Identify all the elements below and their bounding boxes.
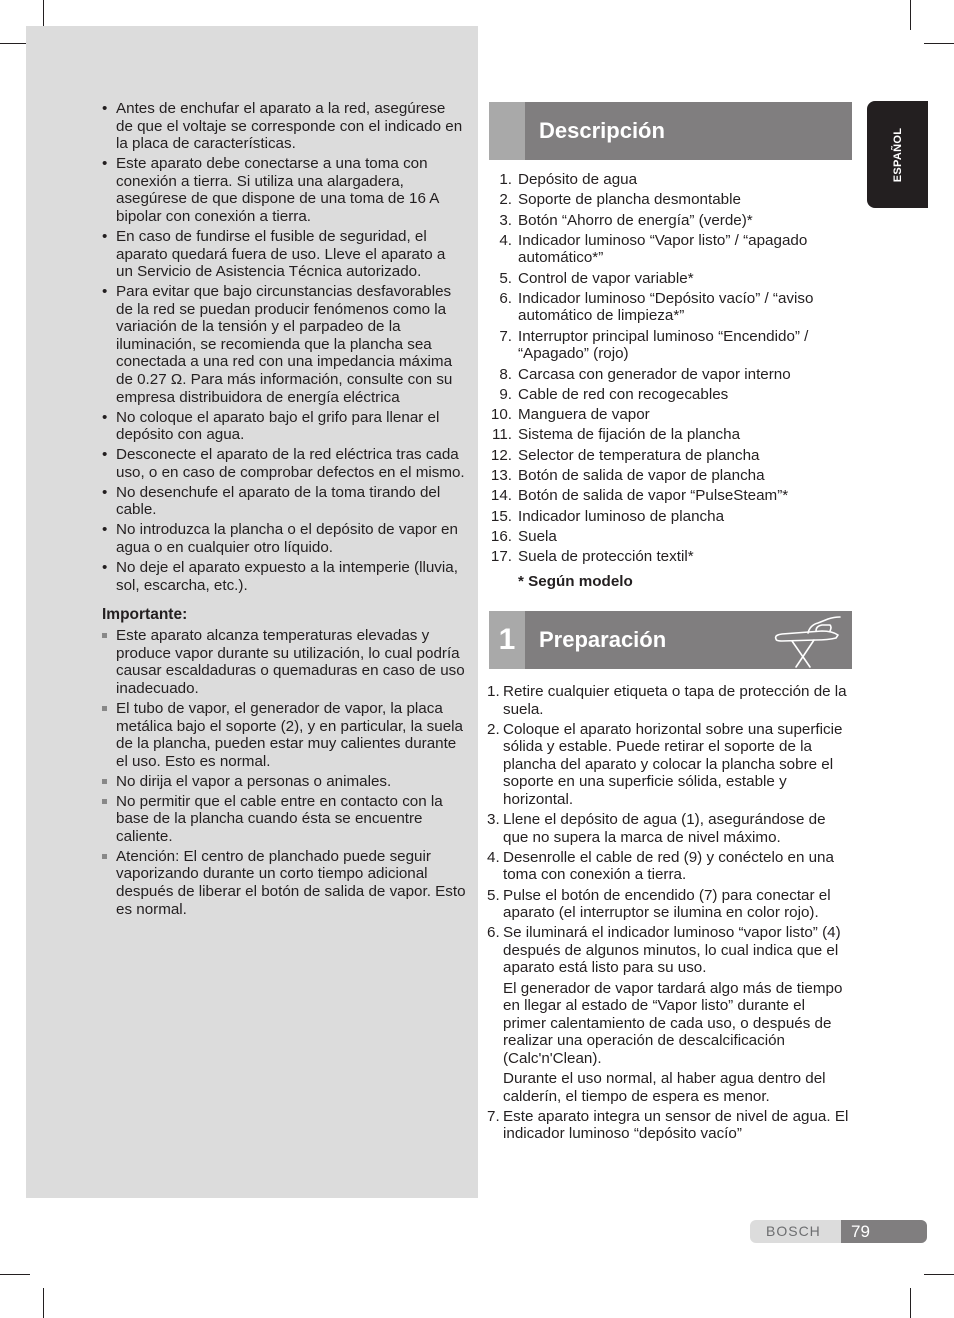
language-label: ESPAÑOL xyxy=(891,127,904,182)
list-item: 1. Depósito de agua xyxy=(499,171,638,188)
safety-item: • Antes de enchufar el aparato a la red, asegúrese de que el voltaje se corresponde con el indicado en la placa de características. xyxy=(100,100,466,153)
brand-label: BOSCH xyxy=(766,1223,821,1239)
important-heading: Importante: xyxy=(102,606,188,624)
list-item: 1. Retire cualquier etiqueta o tapa de protección de la suela. xyxy=(487,683,847,718)
preparation-header xyxy=(489,611,852,669)
ironing-board-icon xyxy=(770,613,846,674)
crop-mark xyxy=(924,1274,954,1275)
list-item: 14. Botón de salida de vapor “PulseSteam”* xyxy=(490,487,789,505)
important-item: Atención: El centro de planchado puede seguir vaporizando durante un corto tiempo adicional después de liberar el botón de salida de vapor. Esto es normal. xyxy=(100,848,466,918)
safety-content xyxy=(100,100,466,921)
important-list xyxy=(100,627,466,918)
safety-list xyxy=(100,100,466,594)
footnote: * Según modelo xyxy=(518,573,633,590)
section-number: 1 xyxy=(489,611,525,669)
list-item: 6. Se iluminará el indicador luminoso “vapor listo” (4) después de algunos minutos, lo cual indica que el aparato está listo para su uso. El generador de vapor tardará algo más de tiempo en llegar al estado de “Vapor listo” durante el primer calentamiento de cada uso, o después de realizar una operación de descalcificación (Calc'n'Clean). Durante el uso normal, al haber agua dentro del calderín, el tiempo de espera es menor. xyxy=(487,924,843,1105)
important-item: El tubo de vapor, el generador de vapor, la placa metálica bajo el soporte (2), y en particular, la suela de la plancha, pueden estar muy calientes durante el uso. Esto es normal. xyxy=(100,700,466,770)
list-item: 7. Interruptor principal luminoso “Encendido” / “Apagado” (rojo) xyxy=(499,327,809,363)
preparation-title: Preparación xyxy=(539,627,667,652)
list-item: 5. Control de vapor variable* xyxy=(499,269,694,287)
list-item: 4. Indicador luminoso “Vapor listo” / “apagado automático*” xyxy=(499,231,808,267)
list-item: 2. Soporte de plancha desmontable xyxy=(499,191,741,209)
important-item: No permitir que el cable entre en contacto con la base de la plancha cuando ésta se encuentre caliente. xyxy=(100,793,466,846)
list-item: 10. Manguera de vapor xyxy=(490,406,650,424)
list-item: 13. Botón de salida de vapor de plancha xyxy=(490,467,765,485)
safety-item: • No introduzca la plancha o el depósito de vapor en agua o en cualquier otro líquido. xyxy=(100,521,466,556)
description-list xyxy=(487,171,857,569)
safety-item: • Para evitar que bajo circunstancias desfavorables de la red se puedan producir fenómenos como la variación de la tensión y el parpadeo de la iluminación, se recomienda que la plancha sea conectada a una red con una impedancia máxima de 0.27 Ω. Para más información, consulte con su empresa distribuidora de energía eléctrica xyxy=(100,283,466,406)
list-item: 8. Carcasa con generador de vapor interno xyxy=(499,365,791,383)
important-item: No dirija el vapor a personas o animales. xyxy=(100,773,466,791)
language-tab xyxy=(867,101,928,208)
list-item: 2. Coloque el aparato horizontal sobre una superficie sólida y estable. Puede retirar el soporte de la plancha del aparato y colocar la plancha sobre el soporte en una superficie sólida, estable y horizontal. xyxy=(487,720,843,809)
header-tab xyxy=(489,102,525,160)
list-item: 3. Llene el depósito de agua (1), asegurándose de que no supera la marca de nivel máximo. xyxy=(487,811,826,846)
list-item: 11. Sistema de fijación de la plancha xyxy=(492,426,741,444)
crop-mark xyxy=(43,1288,44,1318)
description-header xyxy=(489,102,852,160)
safety-item: • En caso de fundirse el fusible de seguridad, el aparato quedará fuera de uso. Lleve el aparato a un Servicio de Asistencia Técnica autorizado. xyxy=(100,228,466,281)
important-item: Este aparato alcanza temperaturas elevadas y produce vapor durante su utilización, lo cual podría causar escaldaduras o quemaduras en caso de uso inadecuado. xyxy=(100,627,466,697)
safety-item: • No coloque el aparato bajo el grifo para llenar el depósito con agua. xyxy=(100,409,466,444)
preparation-list xyxy=(487,683,849,1145)
crop-mark xyxy=(924,43,954,44)
crop-mark xyxy=(910,0,911,30)
page-footer xyxy=(750,1220,927,1243)
list-item: 4. Desenrolle el cable de red (9) y conéctelo en una toma con conexión a tierra. xyxy=(487,848,834,884)
safety-item: • No desenchufe el aparato de la toma tirando del cable. xyxy=(100,484,466,519)
safety-item: • Desconecte el aparato de la red eléctrica tras cada uso, o en caso de comprobar defectos en el mismo. xyxy=(100,446,466,481)
safety-item: • Este aparato debe conectarse a una toma con conexión a tierra. Si utiliza una alargadera, asegúrese de que dispone de una toma de 16 A bipolar con conexión a tierra. xyxy=(100,155,466,225)
list-item: 16. Suela xyxy=(490,527,557,545)
list-item: 5. Pulse el botón de encendido (7) para conectar el aparato (el interruptor se ilumina en color rojo). xyxy=(487,886,831,922)
list-item: 15. Indicador luminoso de plancha xyxy=(490,507,725,525)
safety-item: • No deje el aparato expuesto a la intemperie (lluvia, sol, escarcha, etc.). xyxy=(100,559,466,594)
list-item: 12. Selector de temperatura de plancha xyxy=(490,446,760,464)
list-item: 3. Botón “Ahorro de energía” (verde)* xyxy=(499,211,753,229)
list-item: 7. Este aparato integra un sensor de nivel de agua. El indicador luminoso “depósito vacío” xyxy=(487,1107,849,1143)
list-item: 17. Suela de protección textil* xyxy=(490,548,694,566)
page-number: 79 xyxy=(841,1220,927,1243)
crop-mark xyxy=(0,1274,30,1275)
crop-mark xyxy=(910,1288,911,1318)
list-item: 9. Cable de red con recogecables xyxy=(499,385,729,403)
description-title: Descripción xyxy=(539,118,665,143)
list-item: 6. Indicador luminoso “Depósito vacío” / “aviso automático de limpieza*” xyxy=(499,289,814,325)
